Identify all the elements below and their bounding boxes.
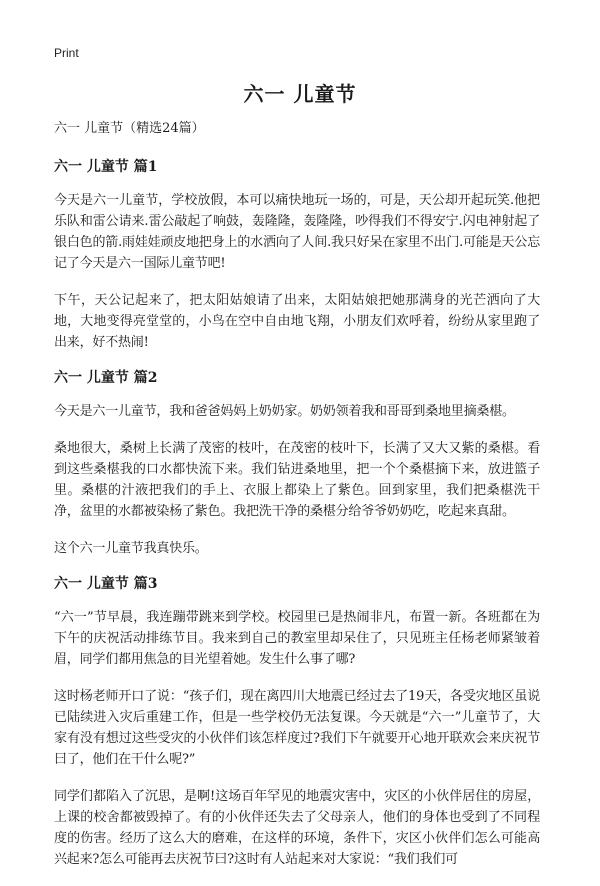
paragraph: 这时杨老师开口了说：“孩子们，现在离四川大地震已经过去了19天，各受灾地区虽说已陆续进入灾后重建工作，但是一些学校仍无法复课。今天就是“六一”儿童节了，大家有没有想过这些受灾的小伙伴们该怎样度过?我们下午就要开心地开联欢会来庆祝节曰了，他们在干什么呢?” xyxy=(54,689,540,767)
section-heading: 六一 儿童节 篇3 xyxy=(54,576,158,592)
section-2 xyxy=(54,369,540,559)
paragraph: 今天是六一儿童节，我和爸爸妈妈上奶奶家。奶奶领着我和哥哥到桑地里摘桑椹。 xyxy=(54,404,515,419)
section-heading: 六一 儿童节 篇1 xyxy=(54,159,158,175)
paragraph: 这个六一儿童节我真快乐。 xyxy=(54,541,208,556)
paragraph: “六一”节早晨，我连蹦带跳来到学校。校园里已是热闹非凡，布置一新。各班都在为下午的庆祝活动排练节目。我来到自己的教室里却呆住了，只见班主任杨老师紧皱着眉，同学们都用焦急的目光望着她。发生什么事了哪? xyxy=(54,610,540,667)
paragraph: 下午，天公记起来了，把太阳姑娘请了出来，太阳姑娘把她那满身的光芒洒向了大地，大地变得亮堂堂的，小鸟在空中自由地飞翔，小朋友们欢呼着，纷纷从家里跑了出来，好不热闹! xyxy=(54,293,540,350)
document-subtitle: 六一 儿童节（精选24篇） xyxy=(54,121,205,136)
section-heading: 六一 儿童节 篇2 xyxy=(54,370,158,386)
paragraph: 桑地很大，桑树上长满了茂密的枝叶，在茂密的枝叶下，长满了又大又紫的桑椹。看到这些桑椹我的口水都快流下来。我们钻进桑地里，把一个个桑椹摘下来，放进篮子里。桑椹的汁液把我们的手上、衣服上都染上了紫色。回到家里，我们把桑椹洗干净，盆里的水都被染杨了紫色。我把洗干净的桑椹分给爷爷奶奶吃，吃起来真甜。 xyxy=(54,441,540,519)
document-content xyxy=(54,120,540,886)
section-1 xyxy=(54,158,540,353)
section-3 xyxy=(54,575,540,870)
paragraph: 同学们都陷入了沉思，是啊!这场百年罕见的地震灾害中，灾区的小伙伴居住的房屋，上课的校舍都被毁掉了。有的小伙伴还失去了父母亲人，他们的身体也受到了不同程度的伤害。经历了这么大的磨难，在这样的环境，条件下，灾区小伙伴们怎么可能高兴起来?怎么可能再去庆祝节曰?这时有人站起来对大家说：“我们我们可 xyxy=(54,789,540,867)
paragraph: 今天是六一儿童节，学校放假，本可以痛快地玩一场的，可是，天公却开起玩笑.他把乐队和雷公请来.雷公敲起了响鼓，轰隆隆，轰隆隆，吵得我们不得安宁.闪电神射起了银白色的箭.雨娃娃顽皮地把身上的水洒向了人间.我只好呆在家里不出门.可能是天公忘记了今天是六一国际儿童节吧! xyxy=(54,193,540,271)
document-title: 六一 儿童节 xyxy=(243,82,357,106)
print-label: Print xyxy=(54,46,79,60)
